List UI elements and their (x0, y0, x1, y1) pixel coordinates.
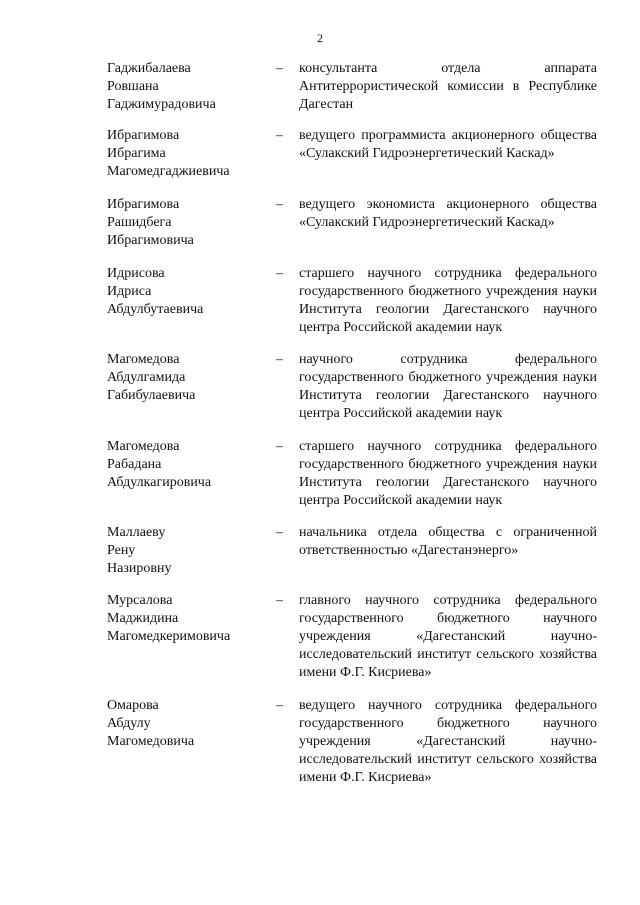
dash-separator: – (276, 439, 283, 454)
dash-separator: – (276, 197, 283, 212)
position-description: ведущего экономиста акционерного общества «Сулакский Гидроэнергетический Каскад» (299, 197, 597, 230)
surname: Магомедова (107, 352, 180, 367)
patronymic: Абдулкагировича (107, 475, 212, 490)
patronymic: Магомедовича (107, 734, 195, 749)
surname: Идрисова (107, 266, 165, 281)
given-name: Рабадана (107, 457, 162, 472)
patronymic: Магомедкеримовича (107, 629, 231, 644)
position-description: ведущего программиста акционерного общества «Сулакский Гидроэнергетический Каскад» (299, 128, 597, 161)
person-name (107, 127, 272, 181)
dash-separator: – (276, 266, 283, 281)
position-description: научного сотрудника федерального государственного бюджетного учреждения науки Института геологии Дагестанского научного центра Российской академии наук (299, 352, 597, 421)
person-name (107, 592, 272, 646)
dash-separator: – (276, 61, 283, 76)
dash-separator: – (276, 525, 283, 540)
given-name: Абдулгамида (107, 370, 186, 385)
dash-separator: – (276, 128, 283, 143)
person-name (107, 265, 272, 319)
patronymic: Магомедгаджиевича (107, 164, 230, 179)
given-name: Рашидбега (107, 215, 172, 230)
given-name: Идриса (107, 284, 152, 299)
patronymic: Абдулбутаевича (107, 302, 204, 317)
surname: Ибрагимова (107, 128, 180, 143)
surname: Маллаеву (107, 525, 166, 540)
surname: Магомедова (107, 439, 180, 454)
dash-separator: – (276, 593, 283, 608)
patronymic: Гаджимурадовича (107, 97, 216, 112)
person-name (107, 438, 272, 492)
position-description: начальника отдела общества с ограниченной ответственностью «Дагестанэнерго» (299, 525, 597, 558)
dash-separator: – (276, 352, 283, 367)
given-name: Ровшана (107, 79, 159, 94)
given-name: Маджидина (107, 611, 179, 626)
surname: Гаджибалаева (107, 61, 191, 76)
position-description: главного научного сотрудника федерального государственного бюджетного научного учреждения «Дагестанский научно-исследовательский институт сельского хозяйства имени Ф.Г. Кисриева» (299, 593, 597, 680)
patronymic: Ибрагимовича (107, 233, 194, 248)
position-description: старшего научного сотрудника федерального государственного бюджетного учреждения науки Института геологии Дагестанского научного центра Российской академии наук (299, 266, 597, 335)
person-name (107, 196, 272, 250)
surname: Омарова (107, 698, 159, 713)
surname: Мурсалова (107, 593, 173, 608)
person-name (107, 60, 272, 114)
given-name: Ибрагима (107, 146, 166, 161)
patronymic: Назировну (107, 561, 172, 576)
surname: Ибрагимова (107, 197, 180, 212)
person-name (107, 697, 272, 751)
position-description: старшего научного сотрудника федерального государственного бюджетного учреждения науки Института геологии Дагестанского научного центра Российской академии наук (299, 439, 597, 508)
person-name (107, 524, 272, 578)
given-name: Абдулу (107, 716, 151, 731)
person-name (107, 351, 272, 405)
position-description: консультанта отдела аппарата Антитеррористической комиссии в Республике Дагестан (299, 61, 597, 112)
page-number: 2 (317, 31, 323, 45)
given-name: Рену (107, 543, 136, 558)
position-description: ведущего научного сотрудника федерального государственного бюджетного научного учреждения «Дагестанский научно-исследовательский институт сельского хозяйства имени Ф.Г. Кисриева» (299, 698, 597, 785)
dash-separator: – (276, 698, 283, 713)
patronymic: Габибулаевича (107, 388, 196, 403)
